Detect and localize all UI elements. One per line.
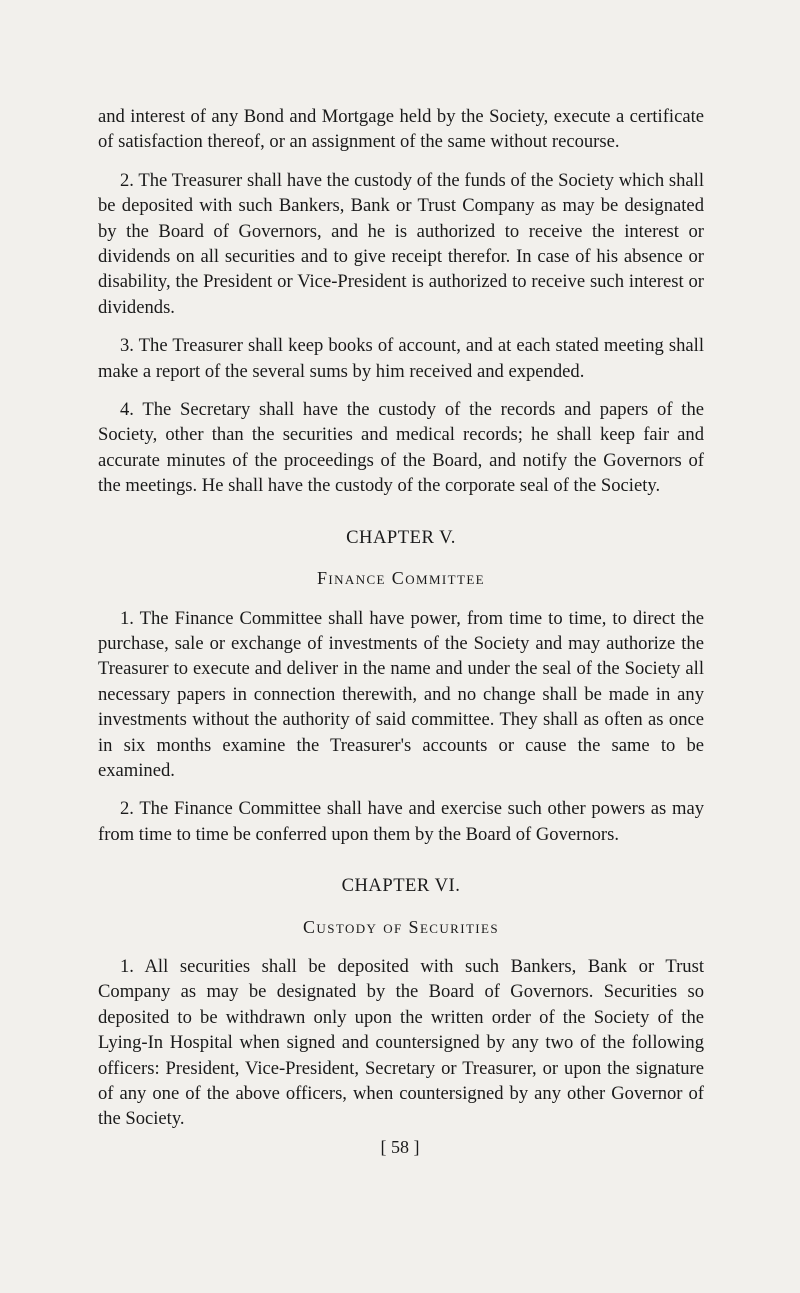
page-body xyxy=(98,104,704,1145)
chapter-6-heading: CHAPTER VI. xyxy=(341,875,461,897)
paragraph-finance-2: 2. The Finance Committee shall have and exercise such other powers as may from time to time be conferred upon them by the Board of Governors. xyxy=(98,798,704,845)
paragraph-treasurer-funds: 2. The Treasurer shall have the custody of the funds of the Society which shall be deposited with such Bankers, Bank or Trust Company as may be designated by the Board of Governors, and he is authorized to receive the interest or dividends on all securities and to give receipt therefor. In case of his absence or disability, the President or Vice-President is authorized to receive such interest or dividends. xyxy=(98,169,704,318)
chapter-6-subheading: Custody of Securities xyxy=(303,916,499,937)
paragraph-continuation: and interest of any Bond and Mortgage held by the Society, execute a certificate of satisfaction thereof, or an assignment of the same without recourse. xyxy=(98,106,704,153)
paragraph-finance-1: 1. The Finance Committee shall have power, from time to time, to direct the purchase, sale or exchange of investments of the Society and may authorize the Treasurer to execute and deliver in the name and under the seal of the Society all necessary papers in connection therewith, and no change shall be made in any investments without the authority of said committee. They shall as often as once in six months examine the Treasurer's accounts or cause the same to be examined. xyxy=(98,607,704,781)
page-number: [ 58 ] xyxy=(380,1137,420,1157)
chapter-5-heading: CHAPTER V. xyxy=(346,526,456,548)
paragraph-treasurer-books: 3. The Treasurer shall keep books of account, and at each stated meeting shall make a report of the several sums by him received and expended. xyxy=(98,335,704,382)
paragraph-custody-1: 1. All securities shall be deposited with such Bankers, Bank or Trust Company as may be designated by the Board of Governors. Securities so deposited to be withdrawn only upon the written order of the Society of the Lying-In Hospital when signed and countersigned by any two of the following officers: President, Vice-President, Secretary or Treasurer, or upon the signature of any one of the above officers, when countersigned by any other Governor of the Society. xyxy=(98,955,704,1130)
chapter-5-subheading: Finance Committee xyxy=(316,568,486,589)
paragraph-secretary: 4. The Secretary shall have the custody of the records and papers of the Society, other than the securities and medical records; he shall keep fair and accurate minutes of the proceedings of the Board, and notify the Governors of the meetings. He shall have the custody of the corporate seal of the Society. xyxy=(98,399,704,497)
